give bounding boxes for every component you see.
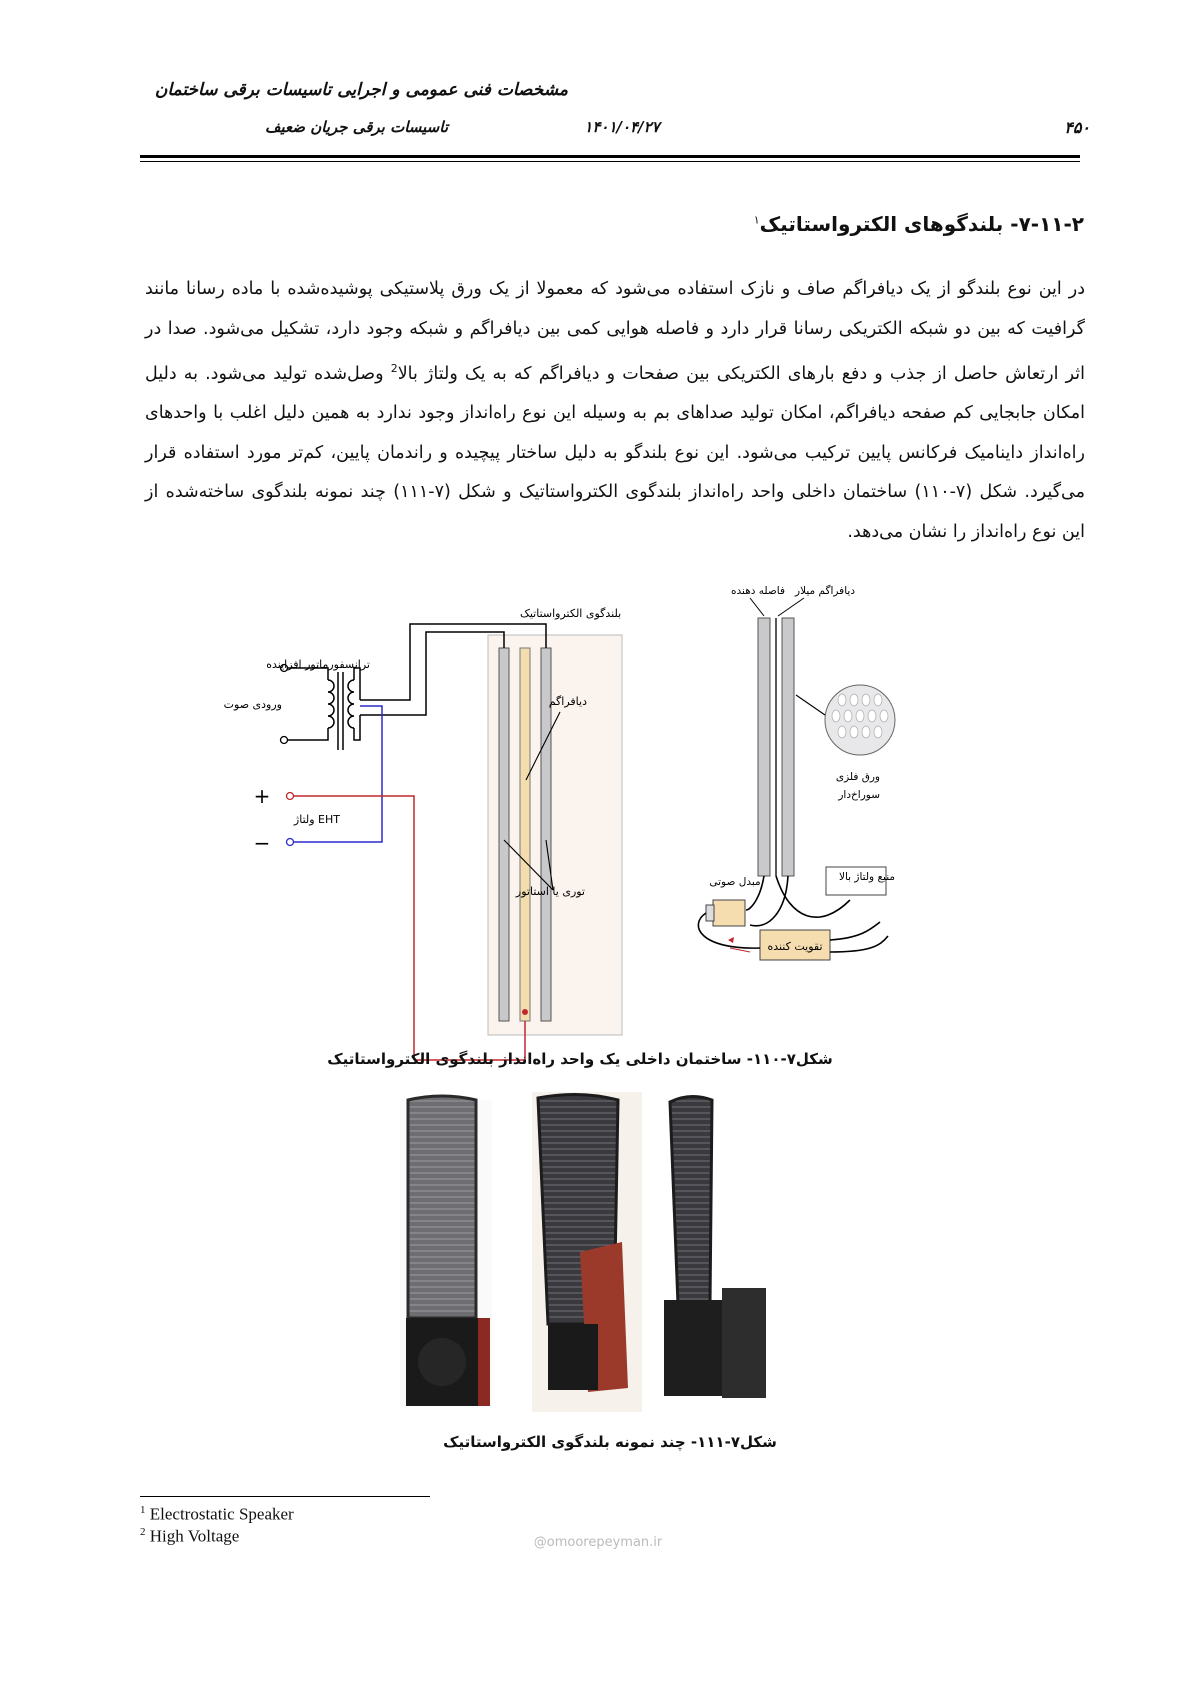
footnote-2-number: 2 (140, 1526, 146, 1538)
document-title: مشخصات فنی عمومی و اجرایی تاسیسات برقی ساختمان (154, 80, 568, 100)
stator-left (499, 648, 509, 1021)
figure-111-photos (400, 1092, 820, 1422)
speaker-photo-1 (400, 1096, 492, 1406)
footnote-1-number: 1 (140, 1504, 146, 1516)
header-rule-thick (140, 155, 1080, 158)
plate-left (758, 618, 770, 876)
label-mylar-diaphragm: دیافراگم میلار (795, 585, 855, 597)
body-text-part1: در این نوع بلندگو از یک دیافراگم صاف و نازک استفاده می‌شود که معمولا از یک ورق پلاستیکی پوشیده‌شده با ماده رسانا مانند گرافیت که بین دو شبکه الکتریکی رسانا قرار دارد و فاصله هوایی کمی بین دیافراگم و شبکه وجود دارد، تشکیل می‌شود. صدا در اثر ارتعاش حاصل از جذب و دفع بارهای الکتریکی بین صفحات و دیافراگم که به یک ولتاژ بالا (145, 279, 1085, 384)
page-number: ۴۵۰ (1064, 118, 1090, 137)
label-diaphragm: دیافراگم (548, 695, 587, 708)
footnote-separator (140, 1496, 430, 1497)
plate-right (782, 618, 794, 876)
header-rule-thin (140, 161, 1080, 162)
watermark: @omoorepeyman.ir (533, 1535, 663, 1550)
footnote-2 (140, 1526, 239, 1547)
label-spacer: فاصله دهنده (731, 585, 785, 597)
label-transformer: ترانسفورماتور افزاینده (266, 658, 370, 671)
footnote-1 (140, 1504, 294, 1525)
label-minus: − (253, 831, 271, 855)
footnote-2-text: High Voltage (149, 1526, 240, 1546)
label-speaker: بلندگوی الکترواستاتیک (520, 607, 622, 620)
label-amplifier: تقویت کننده (767, 940, 823, 953)
footnote-ref-2: 2 (390, 362, 398, 375)
body-text-part2: وصل‌شده تولید می‌شود. به دلیل امکان جابجایی کم صفحه دیافراگم، امکان تولید صداهای بم به وسیله این نوع راه‌انداز وجود ندارد به همین دلیل اغلب با واحدهای راه‌انداز داینامیک فرکانس پایین ترکیب می‌شود. این نوع بلندگو به دلیل ساختار پیچیده و راندمان پایین، کم‌تر مورد استفاده قرار می‌گیرد. شکل (۷-۱۱۰) ساختمان داخلی واحد راه‌انداز بلندگوی الکترواستاتیک و شکل (۷-۱۱۱) چند نمونه بلندگوی ساخته‌شده از این نوع راه‌انداز را نشان می‌دهد. (145, 363, 1085, 542)
transformer-icon (286, 668, 360, 750)
speaker-photo-2 (532, 1092, 642, 1412)
label-eht-voltage: ولتاژ EHT (293, 813, 340, 826)
diaphragm-strip (520, 648, 530, 1021)
label-audio-input: ورودی صوت (223, 698, 282, 711)
audio-transducer-box (713, 900, 745, 926)
figure-110-diagram (223, 585, 1000, 1070)
footnote-ref-1: ۱ (753, 213, 760, 227)
section-subtitle: تاسیسات برقی جریان ضعیف (264, 118, 448, 136)
figure-110-caption: شکل۷-۱۱۰- ساختمان داخلی یک واحد راه‌انداز بلندگوی الکترواستاتیک (327, 1050, 833, 1068)
figure-111-caption: شکل۷-۱۱۱- چند نمونه بلندگوی الکترواستاتیک (443, 1433, 777, 1451)
document-date: ۱۴۰۱/۰۴/۲۷ (584, 118, 660, 136)
label-metal-sheet: ورق فلزی (835, 771, 880, 783)
speaker-photo-3 (662, 1096, 772, 1410)
section-heading (500, 212, 1084, 236)
label-plus: + (253, 784, 271, 808)
label-stator: توری یا استاتور (515, 885, 585, 898)
label-perforated: سوراخ‌دار (838, 789, 880, 801)
label-audio-transducer: مبدل صوتی (709, 876, 761, 888)
body-paragraph (145, 270, 1085, 552)
label-hv-source: منبع ولتاژ بالا (838, 871, 895, 883)
section-heading-text: ۷-۱۱-۲- بلندگوهای الکترواستاتیک (759, 212, 1084, 236)
footnote-1-text: Electrostatic Speaker (149, 1504, 294, 1524)
